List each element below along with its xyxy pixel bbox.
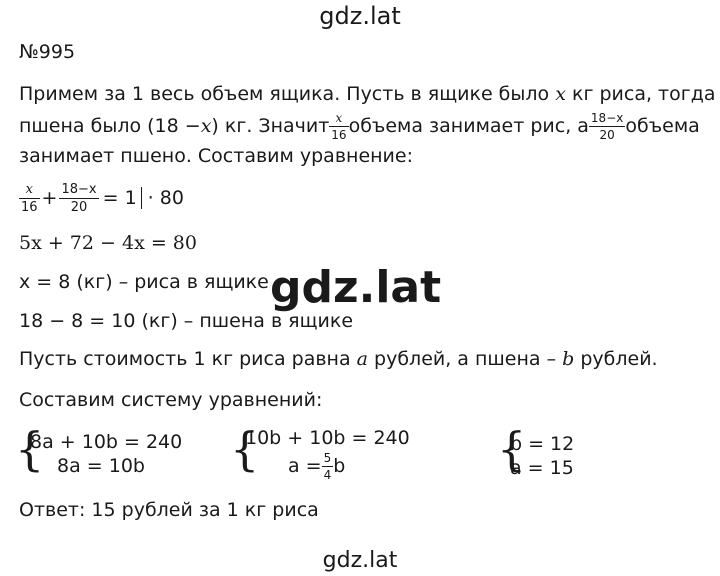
result-expression: 18 − 8 = 10 (кг) xyxy=(19,310,178,332)
fraction-x-over-16 xyxy=(19,183,40,214)
fraction-numerator: x xyxy=(329,112,348,127)
fraction-denominator: 16 xyxy=(331,127,347,142)
paragraph-line-1 xyxy=(19,82,716,106)
fraction-18-minus-x-over-20 xyxy=(59,183,98,214)
multiplier: · 80 xyxy=(147,187,184,209)
brace-system-3: { xyxy=(497,422,527,476)
watermark-top: gdz.lat xyxy=(319,2,401,30)
system-2-eq-1: 10b + 10b = 240 xyxy=(245,427,410,449)
answer: Ответ: 15 рублей за 1 кг риса xyxy=(19,499,319,521)
fraction-denominator: 20 xyxy=(599,127,615,142)
text-segment: Пусть стоимость 1 кг риса равна xyxy=(19,348,357,370)
system-3-eq-1: b = 12 xyxy=(510,433,575,455)
watermark-bottom: gdz.lat xyxy=(322,548,398,573)
cost-line xyxy=(19,347,658,371)
fraction-denominator: 16 xyxy=(21,199,38,215)
text-segment: ) кг. Значит xyxy=(211,115,330,137)
brace-system-2: { xyxy=(230,422,260,476)
fraction-numerator: 18−x xyxy=(61,181,97,197)
text-segment: рублей. xyxy=(574,348,658,370)
result-text: – риса в ящике xyxy=(112,271,269,293)
fraction-numerator: 18−x xyxy=(590,110,624,125)
problem-number: №995 xyxy=(19,41,76,63)
variable-x: x xyxy=(200,115,212,137)
fraction-x-over-16 xyxy=(329,112,348,141)
watermark-middle: gdz.lat xyxy=(270,262,442,313)
paragraph-line-2 xyxy=(19,106,700,146)
system-intro: Составим систему уравнений: xyxy=(19,389,323,411)
text-segment: пшена было (18 − xyxy=(19,115,201,137)
text-segment: Примем за 1 весь объем ящика. Пусть в ящике было xyxy=(19,83,556,105)
text-segment: a = xyxy=(288,455,322,477)
system-1-eq-2: 8a = 10b xyxy=(57,455,145,477)
fraction-denominator: 4 xyxy=(323,467,332,482)
variable-a: a xyxy=(356,348,368,370)
system-3-eq-2: a = 15 xyxy=(510,457,574,479)
variable-x: x xyxy=(555,83,566,105)
fraction-18-minus-x-over-20 xyxy=(589,112,625,141)
paragraph-line-3: занимает пшено. Составим уравнение: xyxy=(19,145,413,167)
system-2-eq-2 xyxy=(288,448,345,484)
text-segment: кг риса, тогда xyxy=(565,83,716,105)
text-segment: объема xyxy=(625,115,700,137)
equation-1 xyxy=(19,178,184,218)
brace-system-1: { xyxy=(15,422,45,476)
equation-rhs: = 1 xyxy=(102,187,137,209)
system-1-eq-1: 8a + 10b = 240 xyxy=(30,431,183,453)
result-expression: x = 8 (кг) xyxy=(19,271,113,293)
variable-b: b xyxy=(562,348,575,370)
fraction-5-over-4 xyxy=(322,452,334,481)
text-segment: рублей, а пшена – xyxy=(367,348,563,370)
divider-bar xyxy=(141,187,142,209)
result-text: – пшена в ящике xyxy=(177,310,354,332)
result-millet xyxy=(19,309,353,333)
text-segment: объема занимает рис, а xyxy=(348,115,589,137)
fraction-denominator: 20 xyxy=(70,199,88,215)
result-rice xyxy=(19,270,269,294)
fraction-numerator: x xyxy=(19,183,40,199)
fraction-numerator: 5 xyxy=(323,450,332,465)
variable-b: b xyxy=(333,455,346,477)
equation-2: 5x + 72 − 4x = 80 xyxy=(19,232,197,254)
plus-sign: + xyxy=(41,187,58,209)
